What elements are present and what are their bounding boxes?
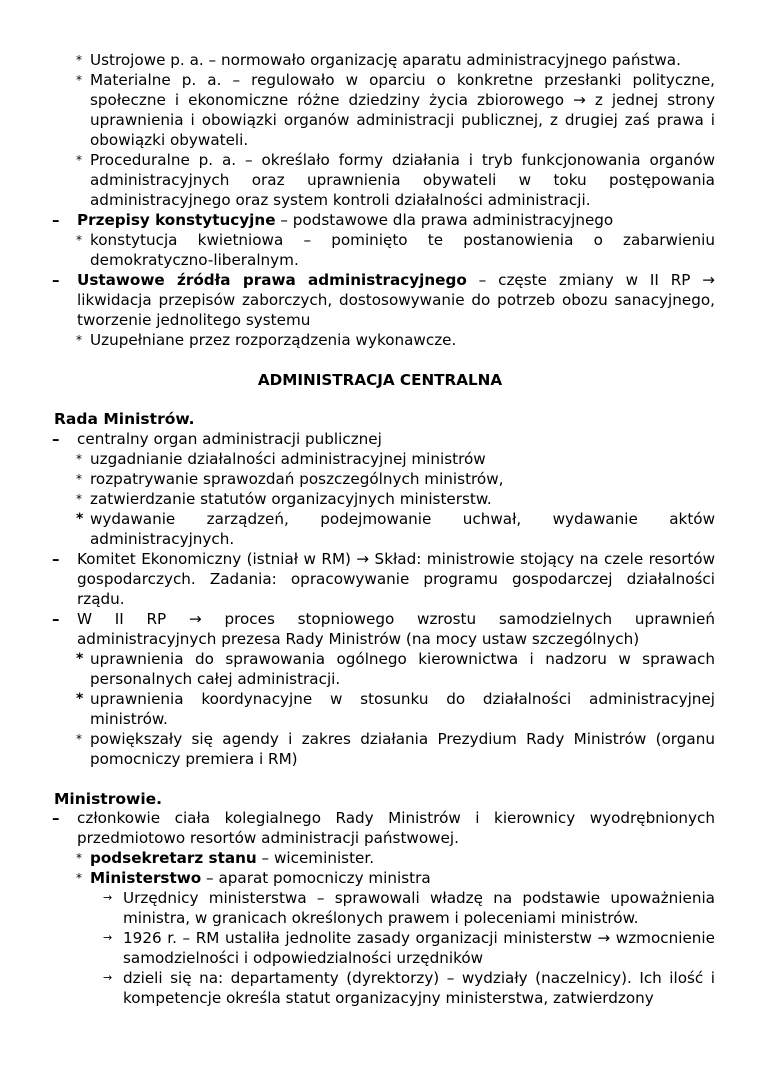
- list-item: * powiększały się agendy i zakres działania Prezydium Rady Ministrów (organu pomocniczy premiera i RM): [76, 730, 715, 768]
- bullet-star-icon: *: [76, 851, 82, 865]
- bullet-star-icon: *: [76, 472, 82, 486]
- dash-icon: –: [52, 271, 60, 289]
- bullet-star-icon: *: [76, 651, 84, 667]
- list-item: → dzieli się na: departamenty (dyrektorzy) – wydziały (naczelnicy). Ich ilość i kompetencje określa statut organizacyjny ministerstwa, zatwierdzony: [103, 969, 715, 1007]
- list-item: * zatwierdzanie statutów organizacyjnych ministerstw.: [76, 490, 492, 508]
- bullet-star-icon: *: [76, 511, 84, 527]
- ministrowie-title: Ministrowie.: [54, 790, 163, 808]
- bullet-star-icon: *: [76, 452, 82, 466]
- dash-icon: –: [52, 809, 60, 827]
- list-item: – Przepisy konstytucyjne – podstawowe dla prawa administracyjnego: [52, 211, 614, 229]
- list-item: * podsekretarz stanu – wiceminister.: [76, 849, 375, 867]
- section-heading: ADMINISTRACJA CENTRALNA: [257, 371, 503, 389]
- arrow-right-icon: →: [103, 931, 113, 944]
- rada-ministrow-title: Rada Ministrów.: [54, 410, 195, 428]
- list-item: * uprawnienia do sprawowania ogólnego kierownictwa i nadzoru w sprawach personalnych całej administracji.: [76, 650, 715, 688]
- dash-icon: –: [52, 610, 60, 628]
- list-item: – W II RP → proces stopniowego wzrostu samodzielnych uprawnień administracyjnych prezesa Rady Ministrów (na mocy ustaw szczególnych): [52, 610, 715, 648]
- list-item: – Ustawowe źródła prawa administracyjnego – częste zmiany w II RP → likwidacja przepisów zaborczych, dostosowywanie do potrzeb obozu sanacyjnego, tworzenie jednolitego systemu: [52, 271, 715, 329]
- dash-icon: –: [52, 430, 60, 448]
- bullet-star-icon: *: [76, 871, 82, 885]
- bullet-star-icon: *: [76, 732, 82, 746]
- list-item: * rozpatrywanie sprawozdań poszczególnych ministrów,: [76, 470, 504, 488]
- list-item: * Uzupełniane przez rozporządzenia wykonawcze.: [76, 331, 457, 349]
- list-item: * konstytucja kwietniowa – pominięto te postanowienia o zabarwieniu demokratyczno-liberalnym.: [76, 231, 715, 269]
- bullet-star-icon: *: [76, 333, 82, 347]
- bullet-star-icon: *: [76, 53, 82, 67]
- list-item: → 1926 r. – RM ustaliła jednolite zasady organizacji ministerstw → wzmocnienie samodzielności i odpowiedzialności urzędników: [103, 929, 715, 967]
- bullet-star-icon: *: [76, 233, 82, 247]
- arrow-right-icon: →: [103, 891, 113, 904]
- list-item: – Komitet Ekonomiczny (istniał w RM) → Skład: ministrowie stojący na czele resortów gospodarczych. Zadania: opracowywanie programu gospodarczej działalności rządu.: [52, 550, 715, 608]
- bullet-star-icon: *: [76, 492, 82, 506]
- list-item: → Urzędnicy ministerstwa – sprawowali władzę na podstawie upoważnienia ministra, w granicach określonych prawem i poleceniami ministrów.: [103, 889, 715, 927]
- list-item: * Ustrojowe p. a. – normowało organizację aparatu administracyjnego państwa.: [76, 51, 681, 69]
- list-item: * Materialne p. a. – regulowało w oparciu o konkretne przesłanki polityczne, społeczne i ekonomiczne różne dziedziny życia zbiorowego → z jednej strony uprawnienia i obowiązki organów administracji publicznej, z drugiej zaś prawa i obowiązki obywateli.: [76, 71, 715, 149]
- bullet-star-icon: *: [76, 73, 82, 87]
- list-item: * uprawnienia koordynacyjne w stosunku do działalności administracyjnej ministrów.: [76, 690, 715, 728]
- list-item: – centralny organ administracji publicznej: [52, 430, 382, 448]
- list-item: – członkowie ciała kolegialnego Rady Ministrów i kierownicy wyodrębnionych przedmiotowo resortów administracji państwowej.: [52, 809, 715, 847]
- bullet-star-icon: *: [76, 153, 82, 167]
- arrow-right-icon: →: [103, 971, 113, 984]
- list-item: * uzgadnianie działalności administracyjnej ministrów: [76, 450, 486, 468]
- list-item: * wydawanie zarządzeń, podejmowanie uchwał, wydawanie aktów administracyjnych.: [76, 510, 715, 548]
- bullet-star-icon: *: [76, 691, 84, 707]
- list-item: * Ministerstwo – aparat pomocniczy ministra: [76, 869, 431, 887]
- list-item: * Proceduralne p. a. – określało formy działania i tryb funkcjonowania organów administracyjnych oraz uprawnienia obywateli w toku postępowania administracyjnego oraz system kontroli działalności administracji.: [76, 151, 715, 209]
- dash-icon: –: [52, 550, 60, 568]
- dash-icon: –: [52, 211, 60, 229]
